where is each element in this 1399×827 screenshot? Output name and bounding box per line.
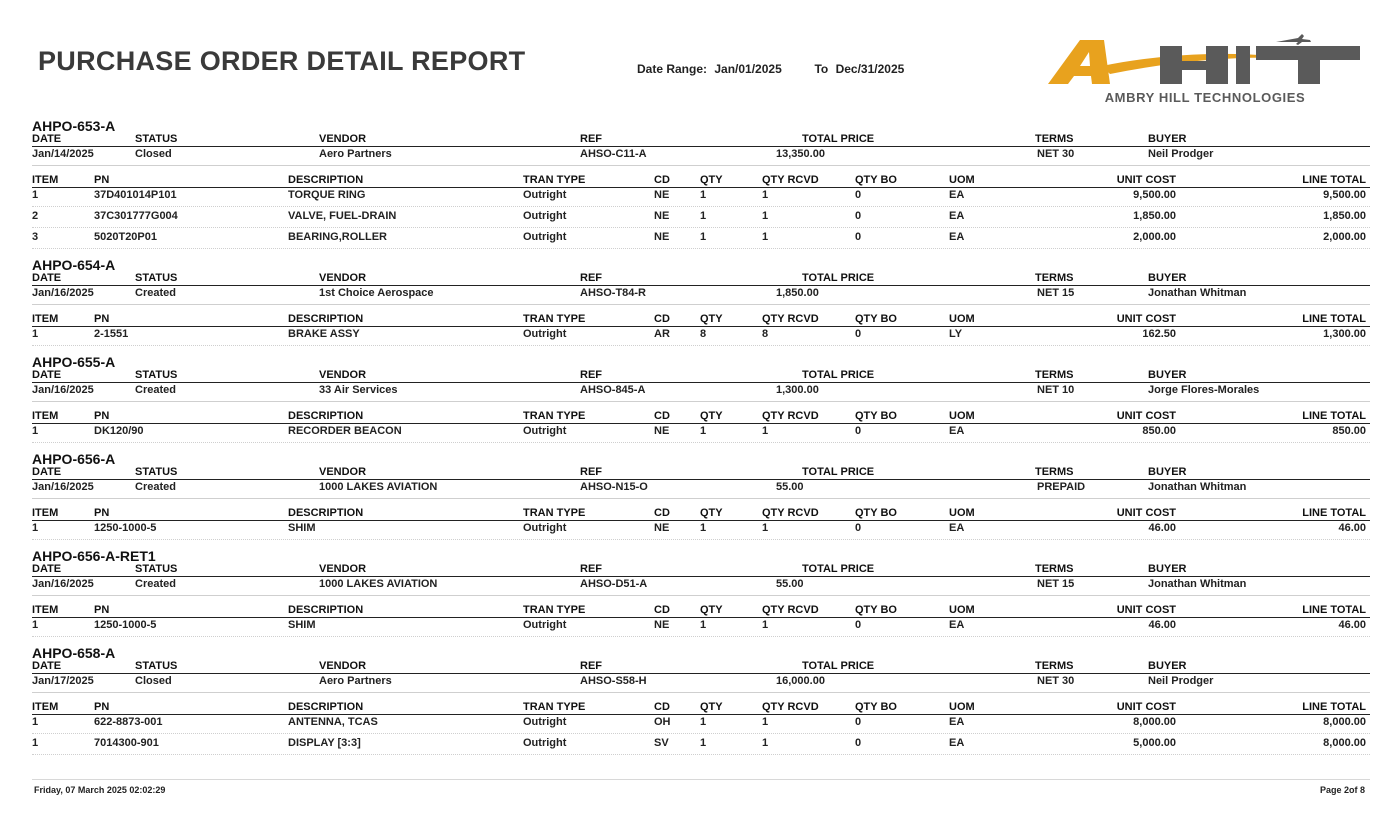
line-unit-cost: 9,500.00: [1133, 189, 1176, 201]
po-header-values: [32, 578, 1370, 596]
label-terms: TERMS: [1035, 133, 1074, 145]
line-unit-cost: 46.00: [1148, 619, 1176, 631]
po-number: AHPO-653-A: [32, 118, 116, 134]
line-unit-cost: 5,000.00: [1133, 737, 1176, 749]
line-line-total: 1,300.00: [1323, 328, 1366, 340]
label-line-total: LINE TOTAL: [1302, 410, 1366, 422]
line-unit-cost: 8,000.00: [1133, 716, 1176, 728]
line-qty: 1: [700, 189, 707, 201]
logo-letter-a: [1048, 40, 1110, 84]
line-item: 1: [32, 425, 39, 437]
po-date: Jan/17/2025: [32, 675, 94, 687]
label-line-total: LINE TOTAL: [1302, 174, 1366, 186]
label-status: STATUS: [135, 660, 178, 672]
label-unit-cost: UNIT COST: [1116, 701, 1176, 713]
line-qty-rcvd: 1: [762, 231, 769, 243]
line-items-header: [32, 701, 1370, 715]
label-date: DATE: [32, 369, 62, 381]
po-total-price: 16,000.00: [776, 675, 825, 687]
label-date: DATE: [32, 563, 62, 575]
po-status: Created: [135, 481, 176, 493]
label-vendor: VENDOR: [319, 563, 367, 575]
label-total-price: TOTAL PRICE: [802, 563, 875, 575]
label-item: ITEM: [32, 507, 59, 519]
label-status: STATUS: [135, 272, 178, 284]
label-item: ITEM: [32, 174, 59, 186]
line-unit-cost: 162.50: [1142, 328, 1176, 340]
po-number: AHPO-655-A: [32, 354, 116, 370]
line-line-total: 8,000.00: [1323, 737, 1366, 749]
po-total-price: 55.00: [776, 481, 804, 493]
line-qty-bo: 0: [855, 189, 862, 201]
line-pn: 2-1551: [94, 328, 129, 340]
label-line-total: LINE TOTAL: [1302, 313, 1366, 325]
po-status: Created: [135, 287, 176, 299]
line-line-total: 1,850.00: [1323, 210, 1366, 222]
po-vendor: 1st Choice Aerospace: [319, 287, 434, 299]
label-buyer: BUYER: [1148, 660, 1187, 672]
line-pn: DK120/90: [94, 425, 144, 437]
line-cd: OH: [654, 716, 671, 728]
line-description: SHIM: [288, 522, 316, 534]
label-terms: TERMS: [1035, 660, 1074, 672]
po-buyer: Neil Prodger: [1148, 148, 1214, 160]
line-qty-bo: 0: [855, 737, 862, 749]
line-line-total: 8,000.00: [1323, 716, 1366, 728]
po-header-labels: [32, 369, 1370, 383]
po-terms: NET 15: [1037, 287, 1075, 299]
line-qty: 1: [700, 210, 707, 222]
label-qty-bo: QTY BO: [855, 701, 897, 713]
label-tran-type: TRAN TYPE: [523, 701, 586, 713]
label-ref: REF: [580, 272, 602, 284]
label-unit-cost: UNIT COST: [1116, 507, 1176, 519]
label-total-price: TOTAL PRICE: [802, 660, 875, 672]
po-ref: AHSO-C11-A: [580, 148, 647, 160]
line-pn: 1250-1000-5: [94, 522, 157, 534]
line-tran-type: Outright: [523, 189, 567, 201]
line-qty-bo: 0: [855, 231, 862, 243]
label-cd: CD: [654, 701, 670, 713]
po-header-values: [32, 148, 1370, 166]
line-qty-bo: 0: [855, 328, 862, 340]
label-qty-rcvd: QTY RCVD: [762, 604, 819, 616]
line-item-row: [32, 231, 1370, 249]
label-qty-rcvd: QTY RCVD: [762, 410, 819, 422]
label-qty-rcvd: QTY RCVD: [762, 701, 819, 713]
label-vendor: VENDOR: [319, 369, 367, 381]
label-qty: QTY: [700, 507, 723, 519]
label-cd: CD: [654, 313, 670, 325]
footer-divider: [32, 779, 1370, 780]
label-qty-bo: QTY BO: [855, 313, 897, 325]
line-pn: 622-8873-001: [94, 716, 163, 728]
po-ref: AHSO-S58-H: [580, 675, 647, 687]
po-header-values: [32, 384, 1370, 402]
label-description: DESCRIPTION: [288, 174, 364, 186]
label-pn: PN: [94, 604, 110, 616]
label-buyer: BUYER: [1148, 563, 1187, 575]
line-tran-type: Outright: [523, 619, 567, 631]
po-header-labels: [32, 272, 1370, 286]
label-vendor: VENDOR: [319, 133, 367, 145]
label-date: DATE: [32, 133, 62, 145]
label-cd: CD: [654, 410, 670, 422]
label-item: ITEM: [32, 410, 59, 422]
po-terms: PREPAID: [1037, 481, 1086, 493]
report-title: PURCHASE ORDER DETAIL REPORT: [38, 46, 526, 76]
po-vendor: Aero Partners: [319, 148, 392, 160]
date-range: [637, 62, 908, 76]
po-terms: NET 15: [1037, 578, 1075, 590]
line-item-row: [32, 425, 1370, 443]
po-header-labels: [32, 563, 1370, 577]
po-ref: AHSO-T84-R: [580, 287, 647, 299]
logo-tagline: AMBRY HILL TECHNOLOGIES: [1104, 90, 1306, 105]
label-buyer: BUYER: [1148, 272, 1187, 284]
label-qty-rcvd: QTY RCVD: [762, 313, 819, 325]
po-date: Jan/16/2025: [32, 578, 94, 590]
line-cd: NE: [654, 210, 670, 222]
line-item-row: [32, 619, 1370, 637]
label-qty-bo: QTY BO: [855, 174, 897, 186]
line-qty-bo: 0: [855, 210, 862, 222]
label-total-price: TOTAL PRICE: [802, 133, 875, 145]
line-item-row: [32, 210, 1370, 228]
line-qty: 1: [700, 522, 707, 534]
label-terms: TERMS: [1035, 369, 1074, 381]
plane-icon: [1276, 34, 1311, 45]
label-cd: CD: [654, 604, 670, 616]
label-total-price: TOTAL PRICE: [802, 272, 875, 284]
line-item: 1: [32, 189, 39, 201]
line-item: 3: [32, 231, 39, 243]
line-description: DISPLAY [3:3]: [288, 737, 361, 749]
line-qty-rcvd: 1: [762, 619, 769, 631]
line-line-total: 46.00: [1338, 619, 1366, 631]
po-vendor: 33 Air Services: [319, 384, 398, 396]
label-line-total: LINE TOTAL: [1302, 701, 1366, 713]
label-description: DESCRIPTION: [288, 313, 364, 325]
label-tran-type: TRAN TYPE: [523, 174, 586, 186]
label-description: DESCRIPTION: [288, 410, 364, 422]
label-terms: TERMS: [1035, 272, 1074, 284]
line-tran-type: Outright: [523, 425, 567, 437]
po-terms: NET 30: [1037, 675, 1075, 687]
label-qty-bo: QTY BO: [855, 410, 897, 422]
line-description: TORQUE RING: [288, 189, 366, 201]
line-qty-rcvd: 1: [762, 425, 769, 437]
line-qty-bo: 0: [855, 619, 862, 631]
line-tran-type: Outright: [523, 328, 567, 340]
label-pn: PN: [94, 507, 110, 519]
line-cd: NE: [654, 425, 670, 437]
po-number: AHPO-658-A: [32, 645, 116, 661]
label-ref: REF: [580, 563, 602, 575]
label-terms: TERMS: [1035, 563, 1074, 575]
date-from: Jan/01/2025: [714, 62, 782, 76]
line-cd: AR: [654, 328, 670, 340]
po-vendor: Aero Partners: [319, 675, 392, 687]
line-uom: EA: [949, 189, 965, 201]
line-cd: NE: [654, 231, 670, 243]
line-item-row: [32, 189, 1370, 207]
label-ref: REF: [580, 660, 602, 672]
line-unit-cost: 1,850.00: [1133, 210, 1176, 222]
po-date: Jan/14/2025: [32, 148, 94, 160]
po-header-values: [32, 287, 1370, 305]
po-total-price: 55.00: [776, 578, 804, 590]
line-cd: NE: [654, 619, 670, 631]
line-item-row: [32, 328, 1370, 346]
label-unit-cost: UNIT COST: [1116, 313, 1176, 325]
po-total-price: 13,350.00: [776, 148, 825, 160]
line-qty-bo: 0: [855, 522, 862, 534]
line-qty-rcvd: 1: [762, 737, 769, 749]
line-item: 1: [32, 522, 39, 534]
label-ref: REF: [580, 466, 602, 478]
line-qty: 1: [700, 737, 707, 749]
po-buyer: Neil Prodger: [1148, 675, 1214, 687]
to-label: To: [814, 62, 829, 76]
line-tran-type: Outright: [523, 716, 567, 728]
po-terms: NET 30: [1037, 148, 1075, 160]
line-pn: 5020T20P01: [94, 231, 157, 243]
line-pn: 1250-1000-5: [94, 619, 157, 631]
footer-page-number: Page 2of 8: [1319, 785, 1365, 795]
po-ref: AHSO-D51-A: [580, 578, 648, 590]
po-number: AHPO-656-A-RET1: [32, 548, 156, 564]
label-ref: REF: [580, 133, 602, 145]
label-description: DESCRIPTION: [288, 507, 364, 519]
label-status: STATUS: [135, 563, 178, 575]
label-status: STATUS: [135, 133, 178, 145]
label-item: ITEM: [32, 701, 59, 713]
label-qty-bo: QTY BO: [855, 507, 897, 519]
line-item: 2: [32, 210, 39, 222]
line-item: 1: [32, 619, 39, 631]
label-pn: PN: [94, 313, 110, 325]
label-qty-bo: QTY BO: [855, 604, 897, 616]
po-status: Created: [135, 578, 176, 590]
po-status: Closed: [135, 675, 172, 687]
po-header-values: [32, 675, 1370, 693]
label-uom: UOM: [949, 701, 975, 713]
label-tran-type: TRAN TYPE: [523, 604, 586, 616]
po-status: Closed: [135, 148, 172, 160]
line-unit-cost: 46.00: [1148, 522, 1176, 534]
po-header-labels: [32, 660, 1370, 674]
po-header-labels: [32, 133, 1370, 147]
footer-printed-date: Friday, 07 March 2025 02:02:29: [34, 785, 166, 795]
line-line-total: 46.00: [1338, 522, 1366, 534]
line-items-header: [32, 410, 1370, 424]
line-qty: 1: [700, 619, 707, 631]
line-cd: SV: [654, 737, 669, 749]
label-total-price: TOTAL PRICE: [802, 466, 875, 478]
label-date: DATE: [32, 660, 62, 672]
line-unit-cost: 850.00: [1142, 425, 1176, 437]
label-line-total: LINE TOTAL: [1302, 507, 1366, 519]
label-status: STATUS: [135, 466, 178, 478]
line-qty: 8: [700, 328, 707, 340]
po-date: Jan/16/2025: [32, 384, 94, 396]
label-qty-rcvd: QTY RCVD: [762, 507, 819, 519]
line-line-total: 2,000.00: [1323, 231, 1366, 243]
label-vendor: VENDOR: [319, 660, 367, 672]
line-tran-type: Outright: [523, 737, 567, 749]
label-description: DESCRIPTION: [288, 604, 364, 616]
line-description: RECORDER BEACON: [288, 425, 402, 437]
label-uom: UOM: [949, 174, 975, 186]
label-uom: UOM: [949, 507, 975, 519]
label-buyer: BUYER: [1148, 369, 1187, 381]
line-cd: NE: [654, 522, 670, 534]
label-unit-cost: UNIT COST: [1116, 410, 1176, 422]
label-cd: CD: [654, 507, 670, 519]
label-qty: QTY: [700, 410, 723, 422]
label-tran-type: TRAN TYPE: [523, 507, 586, 519]
line-qty-rcvd: 8: [762, 328, 769, 340]
line-pn: 7014300-901: [94, 737, 159, 749]
label-total-price: TOTAL PRICE: [802, 369, 875, 381]
po-ref: AHSO-845-A: [580, 384, 646, 396]
label-cd: CD: [654, 174, 670, 186]
label-vendor: VENDOR: [319, 272, 367, 284]
line-description: BRAKE ASSY: [288, 328, 360, 340]
line-item-row: [32, 737, 1370, 755]
po-header-labels: [32, 466, 1370, 480]
label-buyer: BUYER: [1148, 466, 1187, 478]
label-status: STATUS: [135, 369, 178, 381]
po-number: AHPO-656-A: [32, 451, 116, 467]
line-qty-rcvd: 1: [762, 189, 769, 201]
line-items-header: [32, 507, 1370, 521]
label-description: DESCRIPTION: [288, 701, 364, 713]
po-buyer: Jonathan Whitman: [1148, 287, 1247, 299]
label-buyer: BUYER: [1148, 133, 1187, 145]
line-items-header: [32, 174, 1370, 188]
po-ref: AHSO-N15-O: [580, 481, 648, 493]
label-pn: PN: [94, 410, 110, 422]
line-qty: 1: [700, 716, 707, 728]
label-item: ITEM: [32, 604, 59, 616]
line-item: 1: [32, 328, 39, 340]
line-uom: EA: [949, 737, 965, 749]
line-qty-bo: 0: [855, 716, 862, 728]
label-pn: PN: [94, 174, 110, 186]
line-uom: EA: [949, 231, 965, 243]
po-buyer: Jonathan Whitman: [1148, 578, 1247, 590]
line-qty-rcvd: 1: [762, 522, 769, 534]
line-tran-type: Outright: [523, 522, 567, 534]
label-terms: TERMS: [1035, 466, 1074, 478]
label-uom: UOM: [949, 604, 975, 616]
line-qty: 1: [700, 425, 707, 437]
po-number: AHPO-654-A: [32, 257, 116, 273]
label-tran-type: TRAN TYPE: [523, 313, 586, 325]
line-tran-type: Outright: [523, 210, 567, 222]
line-uom: EA: [949, 210, 965, 222]
line-description: VALVE, FUEL-DRAIN: [288, 210, 397, 222]
po-date: Jan/16/2025: [32, 287, 94, 299]
line-items-header: [32, 313, 1370, 327]
label-uom: UOM: [949, 313, 975, 325]
po-vendor: 1000 LAKES AVIATION: [319, 578, 438, 590]
label-ref: REF: [580, 369, 602, 381]
label-qty: QTY: [700, 174, 723, 186]
line-item-row: [32, 522, 1370, 540]
label-date: DATE: [32, 466, 62, 478]
po-status: Created: [135, 384, 176, 396]
label-qty: QTY: [700, 313, 723, 325]
line-uom: EA: [949, 619, 965, 631]
line-line-total: 850.00: [1332, 425, 1366, 437]
label-date: DATE: [32, 272, 62, 284]
po-buyer: Jorge Flores-Morales: [1148, 384, 1260, 396]
po-vendor: 1000 LAKES AVIATION: [319, 481, 438, 493]
label-item: ITEM: [32, 313, 59, 325]
line-items-header: [32, 604, 1370, 618]
line-uom: EA: [949, 522, 965, 534]
line-description: BEARING,ROLLER: [288, 231, 387, 243]
line-qty-rcvd: 1: [762, 210, 769, 222]
line-line-total: 9,500.00: [1323, 189, 1366, 201]
line-description: SHIM: [288, 619, 316, 631]
label-unit-cost: UNIT COST: [1116, 174, 1176, 186]
line-pn: 37C301777G004: [94, 210, 178, 222]
po-buyer: Jonathan Whitman: [1148, 481, 1247, 493]
line-item: 1: [32, 737, 39, 749]
line-uom: EA: [949, 425, 965, 437]
label-qty: QTY: [700, 604, 723, 616]
label-pn: PN: [94, 701, 110, 713]
label-qty: QTY: [700, 701, 723, 713]
label-uom: UOM: [949, 410, 975, 422]
po-header-values: [32, 481, 1370, 499]
line-qty-rcvd: 1: [762, 716, 769, 728]
label-qty-rcvd: QTY RCVD: [762, 174, 819, 186]
po-total-price: 1,850.00: [776, 287, 819, 299]
line-qty: 1: [700, 231, 707, 243]
company-logo: [1040, 32, 1370, 108]
line-cd: NE: [654, 189, 670, 201]
po-total-price: 1,300.00: [776, 384, 819, 396]
line-qty-bo: 0: [855, 425, 862, 437]
label-line-total: LINE TOTAL: [1302, 604, 1366, 616]
line-uom: EA: [949, 716, 965, 728]
po-date: Jan/16/2025: [32, 481, 94, 493]
date-range-label: Date Range:: [637, 62, 708, 76]
label-tran-type: TRAN TYPE: [523, 410, 586, 422]
date-to: Dec/31/2025: [835, 62, 905, 76]
line-tran-type: Outright: [523, 231, 567, 243]
line-description: ANTENNA, TCAS: [288, 716, 378, 728]
line-uom: LY: [949, 328, 963, 340]
line-pn: 37D401014P101: [94, 189, 177, 201]
line-item-row: [32, 716, 1370, 734]
line-item: 1: [32, 716, 39, 728]
po-terms: NET 10: [1037, 384, 1075, 396]
label-unit-cost: UNIT COST: [1116, 604, 1176, 616]
line-unit-cost: 2,000.00: [1133, 231, 1176, 243]
label-vendor: VENDOR: [319, 466, 367, 478]
